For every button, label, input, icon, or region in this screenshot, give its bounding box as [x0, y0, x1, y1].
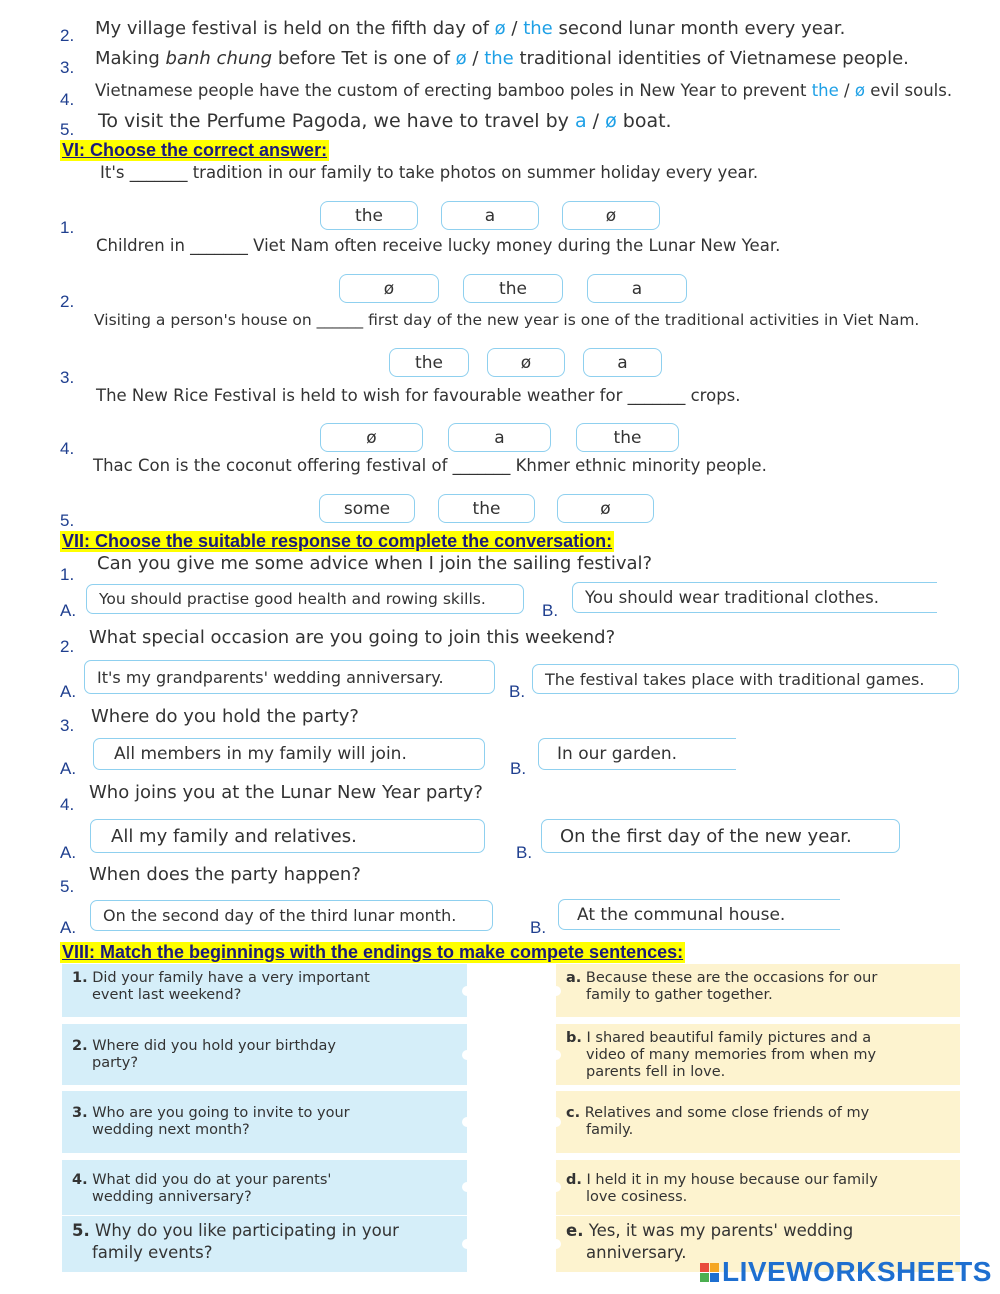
match-ending-card[interactable]: d. I held it in my house because our family love cosiness.	[556, 1160, 960, 1215]
match-label: 2.	[72, 1038, 88, 1054]
question-text: When does the party happen?	[89, 864, 361, 885]
item-number: 4.	[60, 795, 75, 814]
choice-option[interactable]: the	[523, 18, 553, 39]
answer-option[interactable]: the	[438, 494, 535, 523]
answer-option[interactable]: a	[448, 423, 551, 452]
question-text: Can you give me some advice when I join the sailing festival?	[97, 553, 653, 574]
connector-dot[interactable]	[462, 986, 472, 996]
response-option-a[interactable]: You should practise good health and rowing skills.	[86, 584, 524, 614]
answer-option[interactable]: the	[463, 274, 563, 303]
match-ending-card[interactable]: b. I shared beautiful family pictures and a video of many memories from when my parents fell in love.	[556, 1024, 960, 1085]
item-number: 5.	[60, 511, 75, 530]
question-sentence: Thac Con is the coconut offering festival of _______ Khmer ethnic minority people.	[93, 456, 767, 475]
match-label: a.	[566, 970, 582, 986]
connector-dot[interactable]	[551, 1239, 561, 1249]
logo-square	[700, 1273, 709, 1282]
item-number: 2.	[60, 26, 75, 45]
match-beginning-card[interactable]: 3. Who are you going to invite to your wedding next month?	[62, 1091, 467, 1153]
section-heading-vii: VII: Choose the suitable response to complete the conversation:	[62, 531, 613, 551]
match-beginning-card[interactable]: 2. Where did you hold your birthday party?	[62, 1024, 467, 1085]
match-beginning-card[interactable]: 4. What did you do at your parents' wedding anniversary?	[62, 1160, 467, 1215]
option-label-b: B.	[530, 918, 547, 937]
answer-option[interactable]: the	[389, 348, 469, 377]
logo-mark-icon	[700, 1263, 719, 1282]
response-option-a[interactable]: It's my grandparents' wedding anniversary.	[84, 660, 495, 694]
answer-option[interactable]: ø	[339, 274, 439, 303]
answer-option[interactable]: a	[441, 201, 539, 230]
option-label-a: A.	[60, 601, 77, 620]
item-number: 4.	[60, 90, 75, 109]
response-option-a[interactable]: All members in my family will join.	[93, 738, 485, 770]
option-label-b: B.	[516, 843, 533, 862]
answer-option[interactable]: the	[320, 201, 418, 230]
match-label: d.	[566, 1172, 582, 1188]
sentence: Making banh chung before Tet is one of ø / the traditional identities of Vietnamese people.	[95, 48, 909, 69]
option-label-a: A.	[60, 843, 77, 862]
match-label: c.	[566, 1105, 581, 1121]
choice-option[interactable]: ø	[494, 18, 506, 39]
option-label-b: B.	[542, 601, 559, 620]
option-label-b: B.	[509, 682, 526, 701]
connector-dot[interactable]	[462, 1050, 472, 1060]
match-label: 5.	[72, 1221, 90, 1240]
item-number: 3.	[60, 58, 75, 77]
logo-square	[700, 1263, 709, 1272]
item-number: 5.	[60, 120, 75, 139]
section-heading-viii: VIII: Match the beginnings with the endings to make compete sentences:	[62, 942, 684, 962]
option-label-a: A.	[60, 682, 77, 701]
answer-option[interactable]: a	[587, 274, 687, 303]
item-number: 3.	[60, 716, 75, 735]
logo-text: LIVEWORKSHEETS	[722, 1256, 992, 1287]
response-option-a[interactable]: All my family and relatives.	[90, 819, 485, 853]
question-text: What special occasion are you going to join this weekend?	[89, 627, 616, 648]
connector-dot[interactable]	[462, 1117, 472, 1127]
option-label-a: A.	[60, 918, 77, 937]
item-number: 3.	[60, 368, 75, 387]
connector-dot[interactable]	[551, 1117, 561, 1127]
match-label: b.	[566, 1030, 582, 1046]
choice-option[interactable]: ø	[605, 110, 617, 132]
connector-dot[interactable]	[462, 1182, 472, 1192]
answer-option[interactable]: some	[319, 494, 415, 523]
item-number: 2.	[60, 637, 75, 656]
option-label-a: A.	[60, 759, 77, 778]
logo-square	[710, 1273, 719, 1282]
item-number: 2.	[60, 292, 75, 311]
response-option-b[interactable]: The festival takes place with traditional games.	[532, 664, 959, 694]
choice-option[interactable]: a	[574, 110, 587, 132]
response-option-b[interactable]: You should wear traditional clothes.	[572, 582, 937, 613]
answer-option[interactable]: ø	[557, 494, 654, 523]
logo-square	[710, 1263, 719, 1272]
match-label: 1.	[72, 970, 88, 986]
connector-dot[interactable]	[551, 986, 561, 996]
item-number: 5.	[60, 877, 75, 896]
item-number: 4.	[60, 439, 75, 458]
choice-option[interactable]: the	[811, 81, 839, 100]
match-ending-card[interactable]: e. Yes, it was my parents' wedding anniversary.	[556, 1216, 960, 1272]
connector-dot[interactable]	[462, 1239, 472, 1249]
question-text: Who joins you at the Lunar New Year party?	[89, 782, 483, 803]
choice-option[interactable]: ø	[854, 81, 865, 100]
match-label: 3.	[72, 1105, 88, 1121]
liveworksheets-logo	[700, 1256, 992, 1288]
response-option-b[interactable]: At the communal house.	[558, 899, 840, 930]
sentence: To visit the Perfume Pagoda, we have to travel by a / ø boat.	[98, 110, 672, 132]
item-number: 1.	[60, 565, 75, 584]
question-sentence: Children in _______ Viet Nam often receive lucky money during the Lunar New Year.	[96, 236, 781, 255]
item-number: 1.	[60, 218, 75, 237]
question-text: Where do you hold the party?	[91, 706, 359, 727]
answer-option[interactable]: ø	[487, 348, 565, 377]
match-ending-card[interactable]: a. Because these are the occasions for our family to gather together.	[556, 964, 960, 1017]
choice-option[interactable]: the	[484, 48, 514, 69]
sentence: My village festival is held on the fifth day of ø / the second lunar month every year.	[95, 18, 846, 39]
sentence: Vietnamese people have the custom of erecting bamboo poles in New Year to prevent the / ø evil souls.	[95, 81, 953, 100]
response-option-a[interactable]: On the second day of the third lunar month.	[90, 900, 493, 931]
question-sentence: The New Rice Festival is held to wish for favourable weather for _______ crops.	[96, 386, 741, 405]
connector-dot[interactable]	[551, 1050, 561, 1060]
match-beginning-card[interactable]: 5. Why do you like participating in your family events?	[62, 1216, 467, 1272]
match-label: 4.	[72, 1172, 88, 1188]
question-sentence: Visiting a person's house on ______ first day of the new year is one of the traditional activities in Viet Nam.	[94, 311, 920, 329]
match-beginning-card[interactable]: 1. Did your family have a very important event last weekend?	[62, 964, 467, 1017]
choice-option[interactable]: ø	[455, 48, 467, 69]
response-option-b[interactable]: In our garden.	[538, 738, 736, 770]
question-sentence: It's _______ tradition in our family to take photos on summer holiday every year.	[100, 163, 759, 182]
response-option-b[interactable]: On the first day of the new year.	[541, 819, 900, 853]
match-ending-card[interactable]: c. Relatives and some close friends of my family.	[556, 1091, 960, 1153]
connector-dot[interactable]	[551, 1182, 561, 1192]
option-label-b: B.	[510, 759, 527, 778]
section-heading-vi: VI: Choose the correct answer:	[62, 140, 328, 160]
answer-option[interactable]: ø	[562, 201, 660, 230]
answer-option[interactable]: the	[576, 423, 679, 452]
match-label: e.	[566, 1221, 584, 1240]
answer-option[interactable]: ø	[320, 423, 423, 452]
answer-option[interactable]: a	[583, 348, 662, 377]
